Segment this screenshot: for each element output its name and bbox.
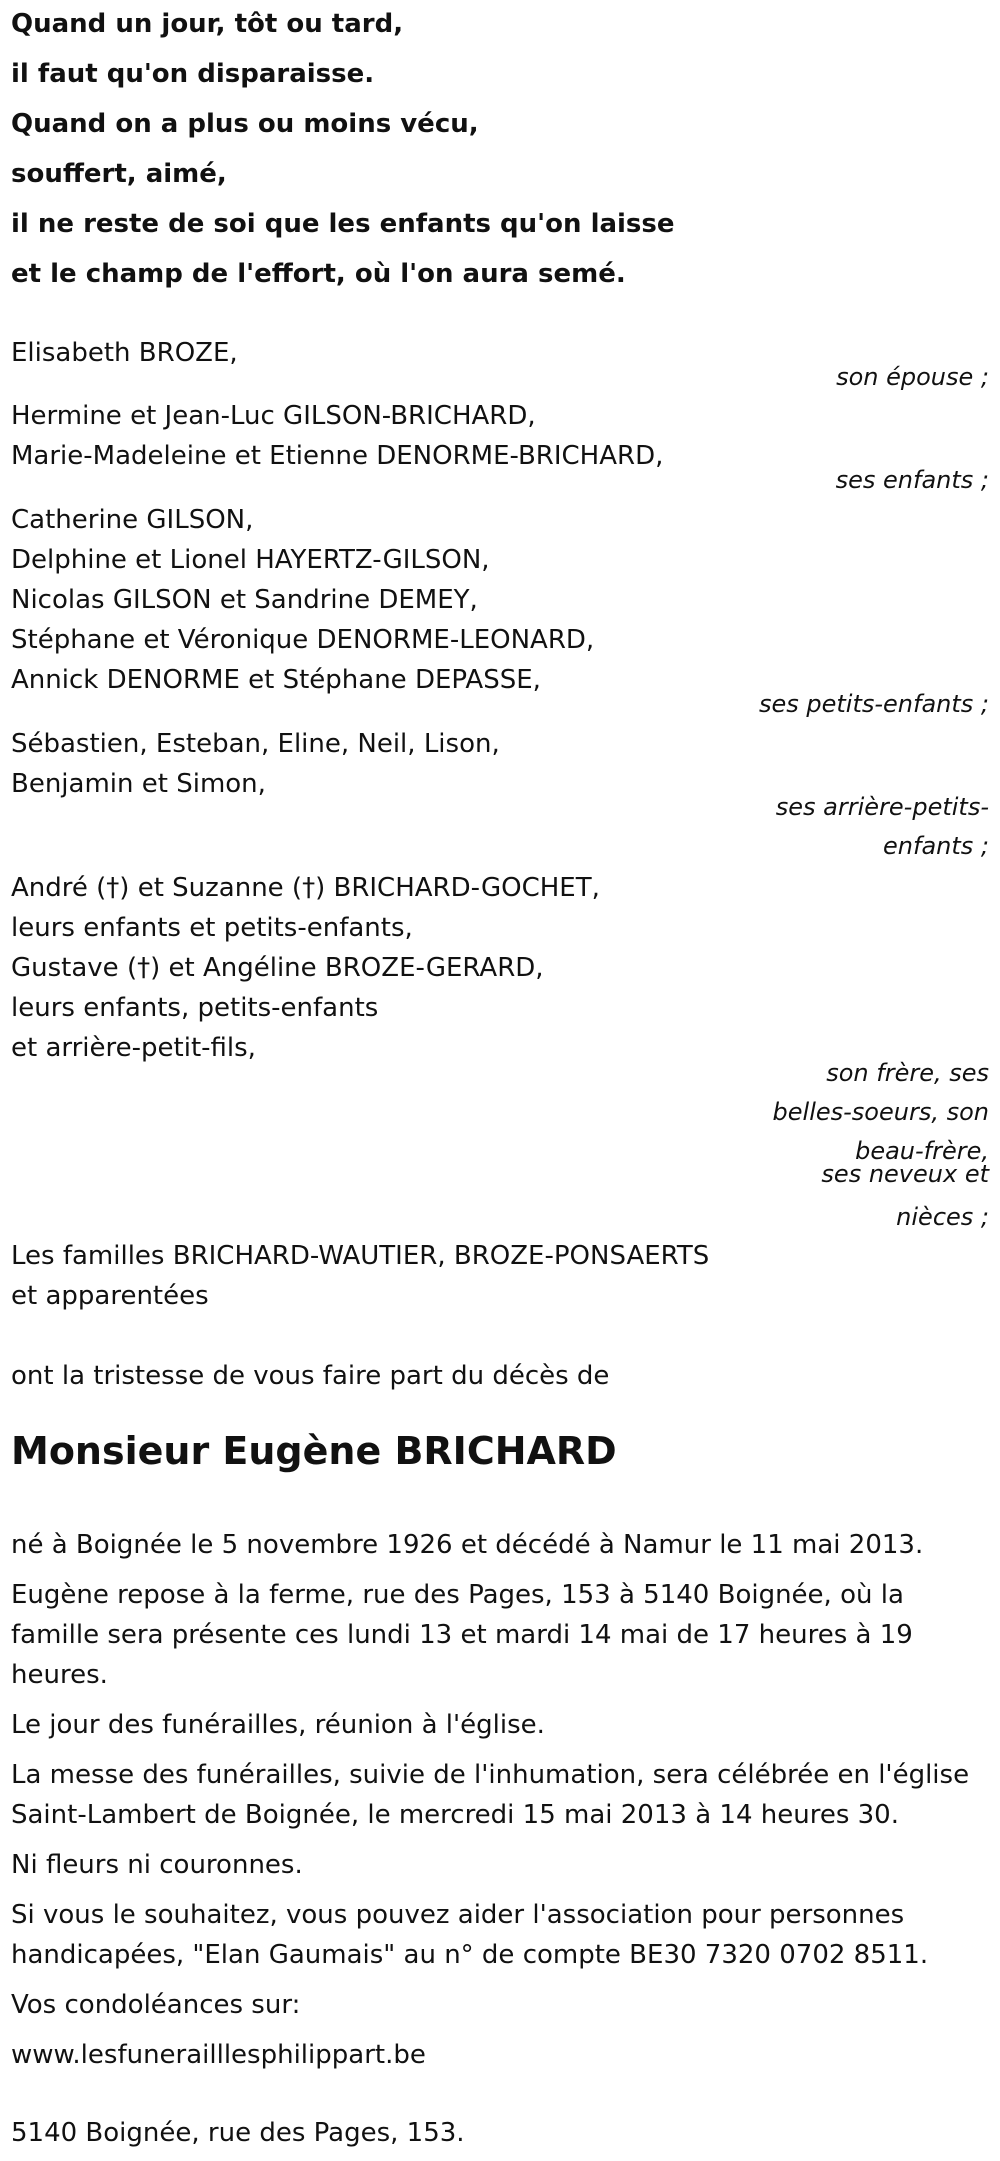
poem-line: Quand on a plus ou moins vécu, <box>11 109 479 139</box>
grandchildren-relation: ses petits-enfants ; <box>758 690 989 718</box>
children-relation: ses enfants ; <box>835 466 989 494</box>
condolences-label: Vos condoléances sur: <box>11 1990 301 2020</box>
great-grandchild-line: Sébastien, Esteban, Eline, Neil, Lison, <box>11 729 500 759</box>
birth-death-line: né à Boignée le 5 novembre 1926 et décédé à Namur le 11 mai 2013. <box>11 1530 924 1560</box>
poem-line: il faut qu'on disparaisse. <box>11 59 375 89</box>
poem-line: il ne reste de soi que les enfants qu'on laisse <box>11 209 675 239</box>
wake-paragraph: Eugène repose à la ferme, rue des Pages, 153 à 5140 Boignée, où la famille sera présente ces lundi 13 et mardi 14 mai de 17 heures à 19 heures. <box>11 1580 913 1690</box>
grandchild-line: Stéphane et Véronique DENORME-LEONARD, <box>11 625 595 655</box>
spouse-name: Elisabeth BROZE, <box>11 338 238 368</box>
poem-line: et le champ de l'effort, où l'on aura semé. <box>11 259 626 289</box>
address-line: 5140 Boignée, rue des Pages, 153. <box>11 2118 465 2148</box>
siblings-relation: son frère, ses <box>826 1059 989 1087</box>
spouse-relation: son épouse ; <box>836 363 989 391</box>
sibling-line: leurs enfants et petits-enfants, <box>11 913 413 943</box>
grandchild-line: Delphine et Lionel HAYERTZ-GILSON, <box>11 545 490 575</box>
siblings-relation: belles-soeurs, son <box>772 1098 989 1126</box>
no-flowers-line: Ni fleurs ni couronnes. <box>11 1850 303 1880</box>
families-line: Les familles BRICHARD-WAUTIER, BROZE-PONSAERTS <box>11 1241 710 1271</box>
announcement: ont la tristesse de vous faire part du décès de <box>11 1361 610 1391</box>
siblings-relation: nièces ; <box>896 1203 989 1231</box>
sibling-line: et arrière-petit-fils, <box>11 1033 256 1063</box>
gathering-line: Le jour des funérailles, réunion à l'église. <box>11 1710 545 1740</box>
grandchild-line: Annick DENORME et Stéphane DEPASSE, <box>11 665 541 695</box>
grandchild-line: Catherine GILSON, <box>11 505 254 535</box>
website-link[interactable]: www.lesfunerailllesphilippart.be <box>11 2040 426 2070</box>
great-grandchildren-relation: ses arrière-petits- <box>775 793 989 821</box>
sibling-line: leurs enfants, petits-enfants <box>11 993 379 1023</box>
sibling-line: André (†) et Suzanne (†) BRICHARD-GOCHET, <box>11 873 600 903</box>
donation-paragraph: Si vous le souhaitez, vous pouvez aider l'association pour personnes handicapées, "Elan Gaumais" au n° de compte BE30 7320 0702 8511. <box>11 1900 929 1970</box>
sibling-line: Gustave (†) et Angéline BROZE-GERARD, <box>11 953 544 983</box>
siblings-relation: beau-frère, <box>855 1137 989 1165</box>
mass-paragraph: La messe des funérailles, suivie de l'inhumation, sera célébrée en l'église Saint-Lambert de Boignée, le mercredi 15 mai 2013 à 14 heures 30. <box>11 1760 970 1830</box>
great-grandchildren-relation: enfants ; <box>883 832 989 860</box>
siblings-relation: ses neveux et <box>821 1160 989 1188</box>
child-line: Hermine et Jean-Luc GILSON-BRICHARD, <box>11 401 536 431</box>
poem-line: Quand un jour, tôt ou tard, <box>11 9 404 39</box>
poem-line: souffert, aimé, <box>11 159 227 189</box>
grandchild-line: Nicolas GILSON et Sandrine DEMEY, <box>11 585 478 615</box>
great-grandchild-line: Benjamin et Simon, <box>11 769 266 799</box>
deceased-name: Monsieur Eugène BRICHARD <box>11 1429 617 1473</box>
child-line: Marie-Madeleine et Etienne DENORME-BRICHARD, <box>11 441 664 471</box>
families-line: et apparentées <box>11 1281 209 1311</box>
